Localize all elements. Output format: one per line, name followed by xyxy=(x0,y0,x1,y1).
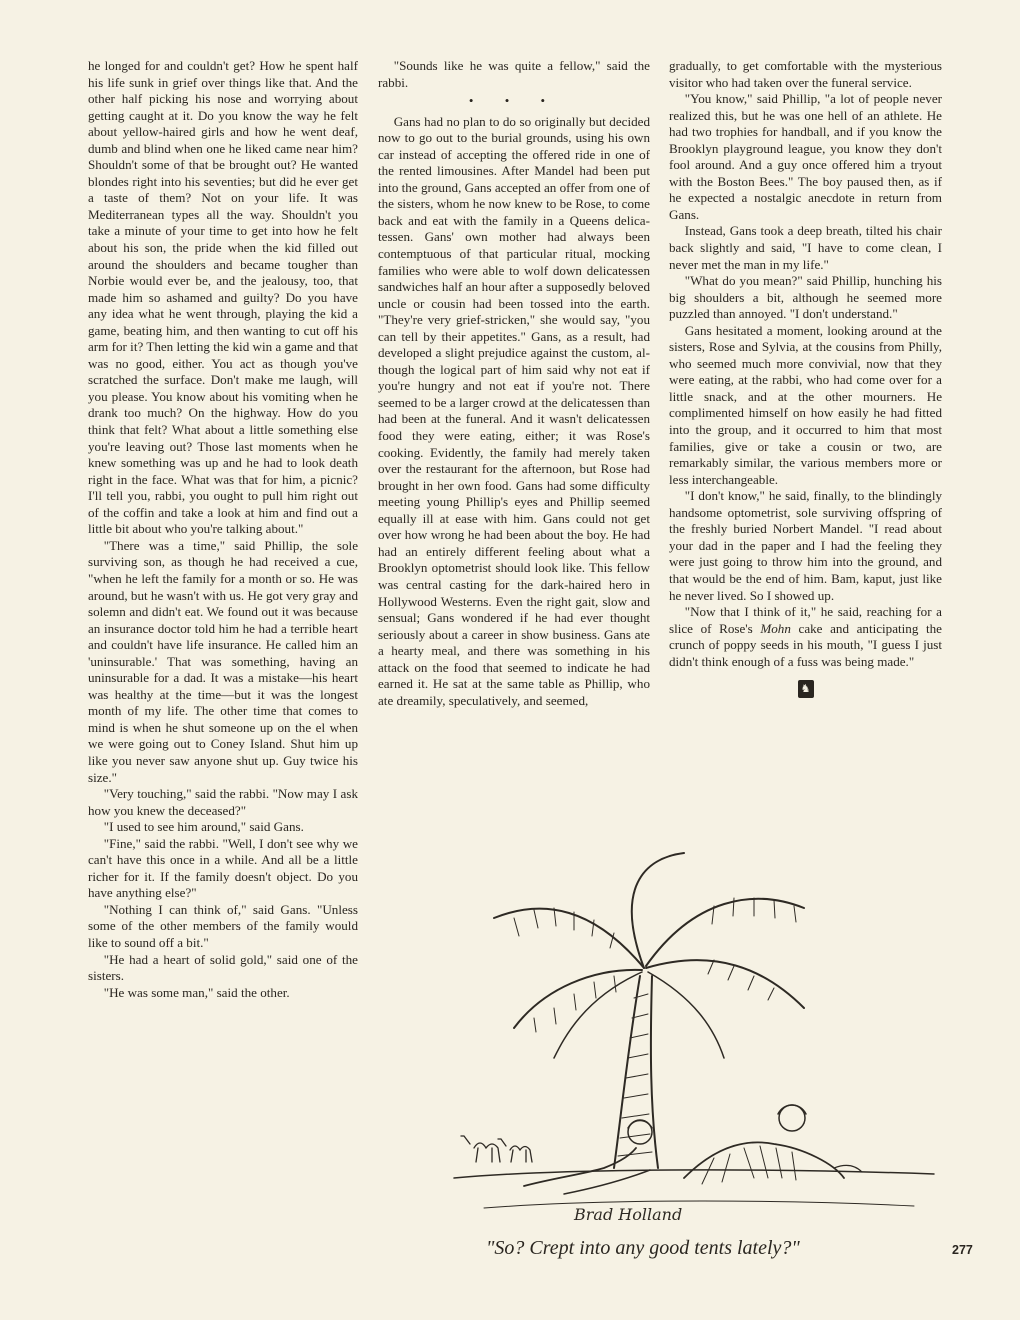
paragraph: "He was some man," said the other. xyxy=(103,984,290,1000)
rabbit-head-logo-icon: ♞ xyxy=(798,680,814,698)
paragraph: "There was a time," said Phillip, the sole surviving son, as though he had received a cue, "when he left the family for a month or so. He was around, but he wasn't with us. He got very gray and solemn and didn't eat. We found out it was because an insurance doctor told him he had a terrible heart and couldn't have life insurance. He called him an 'uninsurable.' That was something, having an uninsurable for a dad. It was a mistake—his heart was healthy at the time—but it was the longest month of my life. The other time that comes to mind is when he shut someone up on the el when we were going out to Coney Island. Shut him up like you never saw anyone shut up. Guy twice his size." xyxy=(88,537,358,785)
paragraph: "I don't know," he said, finally, to the blindingly handsome optometrist, sole surviving offspring of the freshly buried Norbert Mandel. "I read about your dad in the paper and I had the feeling they were just going to throw him into the ground, and that would be the end of him. Bam, kaput, just like he never lived. So I showed up. xyxy=(669,488,942,603)
paragraph: "Very touching," said the rabbi. "Now may I ask how you knew the deceased?" xyxy=(88,786,358,818)
column-3 xyxy=(669,58,942,698)
artist-signature: Brad Holland xyxy=(574,1205,683,1224)
paragraph: "I used to see him around," said Gans. xyxy=(103,819,304,835)
column-2 xyxy=(378,58,650,709)
paragraph: he longed for and couldn't get? How he spent half his life sunk in grief over things like that. And the other half picking his nose and worrying about getting caught at it. Do you know the way he felt about yellow-haired girls and how he went deaf, dumb and blind when one he liked came near him? Shouldn't some of that be brought out? He wanted blondes right into his seventies; but did he ever get a taste of them? Not on your life. It was Mediterranean types all the way. Shouldn't you take a minute of your time to get into how he felt about his son, the pride when the kid filled out around the shoulders and became tougher than Norbie would ever be, and the jealousy, too, that made him so ashamed and guilty? Do you have any idea what he went through, playing the kid a game, beating him, and then wanting to cut off his arm for it? Then letting the kid win a game and that was no good, either. You act as though you've scratched the surface. Don't make me laugh, will you please. You know about his vomiting when he drank too much? On the highway. How do you think that felt? What about a little something else you're leaving out? Those last moments when he knew something was up and he had to look death right in the face. What was that for him, a picnic? I'll tell you, rabbi, you ought to pull him right out of the coffin and take a look at him and find out a little bit about who you're talking about." xyxy=(88,58,358,537)
section-separator: • • • xyxy=(468,93,560,109)
cartoon-caption: "So? Crept into any good tents lately?" xyxy=(486,1237,800,1259)
paragraph: "You know," said Phillip, "a lot of people never realized this, but he was one hell of an athlete. He had two trophies for handball, and if you know the Brooklyn playground league, you know they don't fool around. And a guy once offered him a tryout with the Boston Bees." The boy paused then, as if he expected a nostalgic anecdote in return from Gans. xyxy=(669,91,942,222)
paragraph-final: "Now that I think of it," he said, reaching for a slice of Rose's Mohn cake and anticipating the crunch of poppy seeds in his mouth, "I guess I just didn't think enough of a fuss was being made." xyxy=(669,604,942,669)
paragraph: "Sounds like he was quite a fellow," said the rabbi. xyxy=(378,58,650,90)
paragraph: "He had a heart of solid gold," said one of the sisters. xyxy=(88,951,358,984)
cartoon-illustration xyxy=(414,848,954,1234)
page-number: 277 xyxy=(952,1243,973,1257)
column-1 xyxy=(88,58,358,1001)
paragraph: "What do you mean?" said Phillip, hunching his big shoulders a bit, although he seemed more puzzled than annoyed. "I don't understand." xyxy=(669,273,942,322)
paragraph: Gans hesitated a moment, looking around at the sisters, Rose and Sylvia, at the cousins from Philly, who seemed much more convivial, now that they were eating, at the rabbi, who had come over for a little snack, and at the other mourners. He complimented himself on how easily he had fitted into the group, and it occurred to him that most families, give or take a cousin or two, are remarkably similar, the various members more or less interchangeable. xyxy=(669,322,942,487)
paragraph: Instead, Gans took a deep breath, tilted his chair back slightly and said, "I have to come clean, I never met the man in my life." xyxy=(669,223,942,272)
paragraph: "Nothing I can think of," said Gans. "Unless some of the other members of the family would like to sound off a bit." xyxy=(88,901,358,950)
paragraph: "Fine," said the rabbi. "Well, I don't see why we can't have this once in a while. And all be a little richer for it. If the family doesn't object. Do you have anything else?" xyxy=(88,835,358,901)
paragraph: Gans had no plan to do so originally but decided now to go out to the burial grounds, using his own car instead of accepting the offered ride in one of the rented limousines. After Mandel had been put into the ground, Gans accepted an offer from one of the sisters, whom he now knew to be Rose, to come back and eat with the family in a Queens delicatessen. Gans' own mother had always been contemptuous of that particular ritual, mocking families who were able to wolf down delicatessen sandwiches half an hour after a supposedly beloved uncle or cousin had been tossed into the earth. "They're very grief-stricken," she would say, "you can tell by their appetites." Gans, as a result, had developed a slight prejudice against the custom, although the logical part of him said why not eat if you're hungry and not eat if you're not. There seemed to be a larger crowd at the delicatessen than had been at the funeral. And it wasn't delicatessen food they were eating, either; it was Rose's cooking. Evidently, the family had merely taken over the restaurant for the afternoon, but Rose had brought in her own food. Gans had some difficulty meeting young Phillip's eyes and Phillip seemed equally ill at ease with him. Gans could not get over how wrong he had been about the boy. He had had an entirely different feeling about what a Brooklyn optometrist should look like. This fellow was central casting for the dark-haired hero in Hollywood Westerns. Even the right gait, slow and sensual; Gans wondered if he had ever thought seriously about a career in show business. Gans ate a hearty meal, and there was something in his attack on the food that seemed to indicate he had earned it. He sat at the same table as Phillip, who ate dreamily, speculatively, and seemed, xyxy=(378,113,650,708)
paragraph: gradually, to get comfortable with the mysterious visitor who had taken over the funeral service. xyxy=(669,58,942,90)
